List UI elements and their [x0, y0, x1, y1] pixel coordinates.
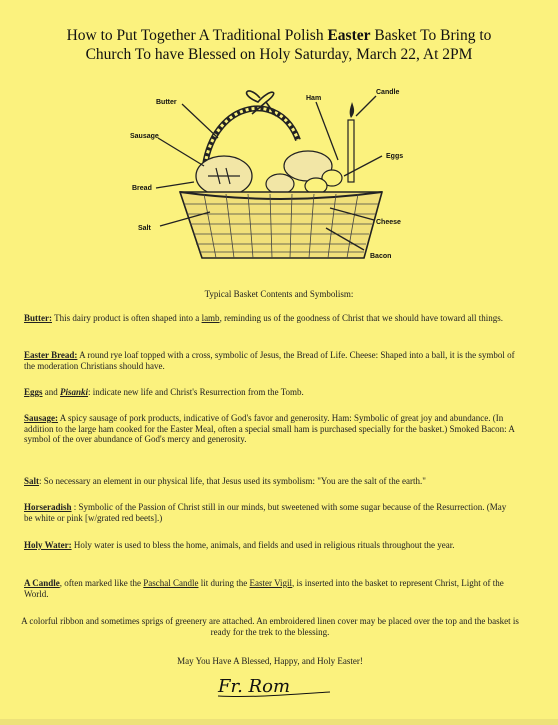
paragraph-sausage: Sausage: A spicy sausage of pork products, indicative of God's favor and generosity. Ham: Symbolic of great joy and abundance. (In addition to the large ham cooked for the Easter Meal, often a special small ham is purchased specially for the basket.) Smoked Bacon: A symbol of the over abundance of God's mercy and generosity.: [24, 413, 515, 444]
label-ham: Ham: [306, 95, 322, 102]
label-salt: Salt: [138, 225, 151, 232]
label-sausage: Sausage: [130, 133, 159, 140]
label-bacon: Bacon: [370, 253, 392, 260]
page-edge: [0, 719, 558, 725]
label-bread: Bread: [132, 185, 152, 192]
label-eggs: Eggs: [386, 153, 404, 160]
paragraph-horseradish: Horseradish : Symbolic of the Passion of Christ still in our minds, but sweetened with some sugar because of the Resurrection. (May be white or pink [w/grated red beets].): [24, 502, 507, 523]
paragraph-salt: Salt: So necessary an element in our physical life, that Jesus used its symbolism: "You are the salt of the earth.": [24, 476, 426, 486]
label-candle: Candle: [376, 89, 400, 96]
paragraph-easter-bread: Easter Bread: A round rye loaf topped with a cross, symbolic of Jesus, the Bread of Life. Cheese: Shaped into a ball, it is the symbol of the moderation Christians should have.: [24, 350, 515, 371]
paragraph-candle: A Candle, often marked like the Paschal Candle lit during the Easter Vigil, is inserted into the basket to represent Christ, Light of the World.: [24, 578, 504, 599]
paragraph-butter: Butter: This dairy product is often shaped into a lamb, reminding us of the goodness of Christ that we should have toward all things.: [24, 313, 504, 323]
label-butter: Butter: [156, 99, 177, 106]
signature: [214, 670, 334, 700]
label-cheese: Cheese: [376, 219, 401, 226]
easter-basket-illustration: [120, 80, 420, 280]
closing-line: May You Have A Blessed, Happy, and Holy Easter!: [177, 656, 363, 666]
figure-caption: Typical Basket Contents and Symbolism:: [204, 289, 354, 299]
page-title: How to Put Together A Traditional Polish Easter Basket To Bring to Church To have Blessed on Holy Saturday, March 22, At 2PM: [66, 27, 492, 63]
paragraph-eggs: Eggs and Pisanki: indicate new life and Christ's Resurrection from the Tomb.: [24, 387, 304, 397]
paragraph-holy-water: Holy Water: Holy water is used to bless the home, animals, and fields and used in religious rituals throughout the year.: [24, 540, 455, 550]
paragraph-ribbon: A colorful ribbon and sometimes sprigs of greenery are attached. An embroidered linen cover may be placed over the top and the basket is ready for the trek to the blessing.: [21, 616, 519, 637]
signature-text: Fr. Rom: [218, 676, 291, 697]
